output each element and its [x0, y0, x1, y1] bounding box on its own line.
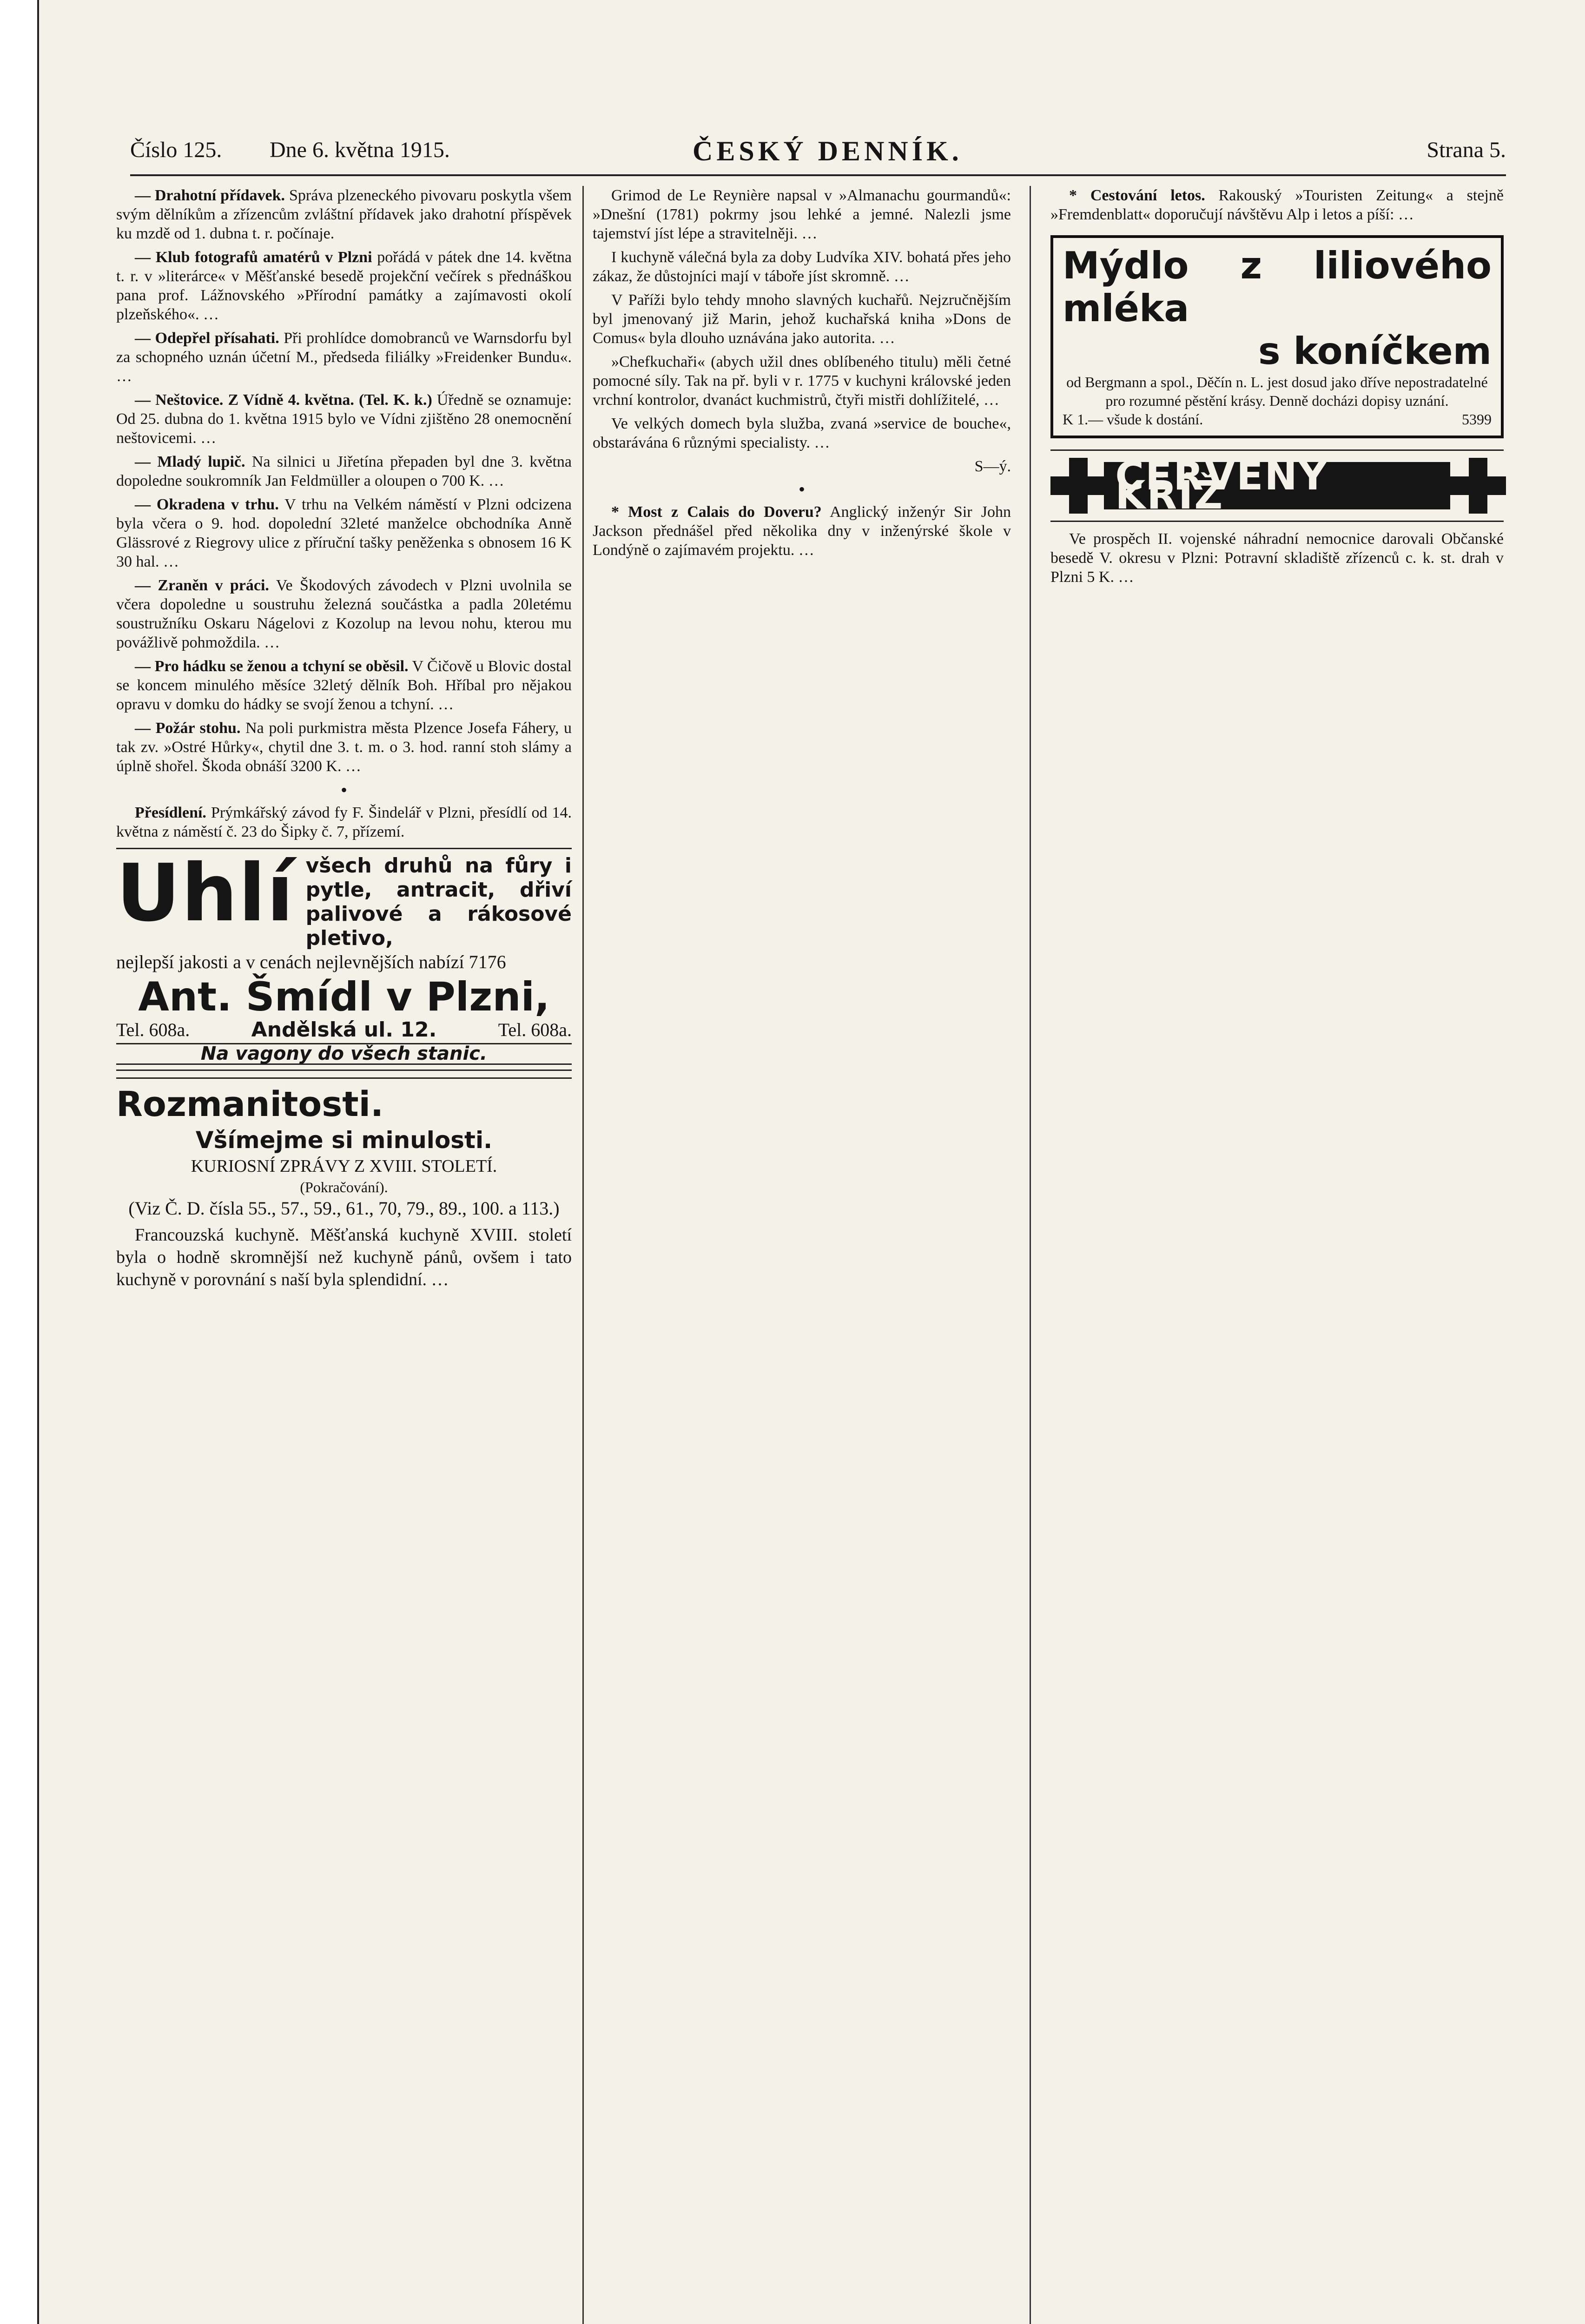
ad-price: K 1.— všude k dostání.	[1063, 411, 1203, 428]
newspaper-title: ČESKÝ DENNÍK.	[693, 136, 963, 166]
continuation-note: (Pokračování).	[300, 1179, 388, 1195]
ad-company: Ant. Šmídl v Plzni,	[138, 974, 550, 1020]
item-text: V Čičově u Blovic dostal se koncem minulého měsíce 32letý dělník Boh. Hříbal pro nějakou opravu v domku do hádky se svojí ženou a tchyní. …	[116, 658, 572, 713]
ad-address: Andělská ul. 12.	[251, 1018, 437, 1042]
soap-advertisement	[1050, 235, 1504, 438]
ad-number: 7176	[469, 951, 506, 972]
article-paragraph: V Paříži bylo tehdy mnoho slavných kuchařů. Nejzručnějším byl jmenovaný již Marin, jehož kuchařská kniha »Dons de Comus« byla dlouho uznávána jako autorita. …	[593, 291, 1011, 347]
item-lead: — Pro hádku se ženou a tchyní se oběsil.	[135, 658, 409, 675]
reference-note: (Viz Č. D. čísla 55., 57., 59., 61., 70, 79., 89., 100. a 113.)	[128, 1198, 560, 1219]
issue-number: Číslo 125.	[130, 138, 222, 162]
item-text: Při prohlídce domobranců ve Warnsdorfu byl za schopného uznán účetní M., předseda filiálky »Freidenker Bundu«. …	[116, 330, 572, 385]
column-2	[593, 186, 1011, 564]
ad-body: od Bergmann a spol., Děčín n. L. jest dosud jako dříve nepostradatelné pro rozumné pěstění krásy. Denně docházi dopisy uznání.	[1066, 374, 1488, 409]
news-item	[116, 329, 572, 386]
separator-dot: •	[340, 779, 347, 800]
red-cross-banner	[1050, 449, 1504, 522]
ad-offer: nejlepší jakosti a v cenách nejlevnějších nabízí 7176	[116, 951, 506, 972]
ad-tel-right: Tel. 608a.	[498, 1019, 572, 1040]
news-item	[116, 576, 572, 652]
column-3	[1050, 186, 1504, 591]
page-header	[130, 132, 1506, 176]
news-item	[116, 803, 572, 841]
item-lead: — Okradena v trhu.	[135, 496, 279, 513]
page-edge	[0, 0, 39, 2324]
ad-number: 5399	[1462, 411, 1492, 428]
ad-subline: všech druhů na fůry i pytle, antracit, dřiví palivové a rákosové pletivo,	[305, 854, 572, 950]
item-lead: — Klub fotografů amatérů v Plzni	[135, 249, 372, 266]
item-text: Úředně se oznamuje: Od 25. dubna do 1. května 1915 bylo ve Vídni zjištěno 28 onemocnění neštovicemi. …	[116, 391, 572, 447]
cross-icon	[1050, 458, 1104, 514]
donation-list: Ve prospěch II. vojenské náhradní nemocnice darovali Občanské besedě V. okresu v Plzni: Potravní skladiště zřízenců c. k. st. drah v Plzni 5 K. …	[1050, 530, 1504, 586]
item-text: Správa plzeneckého pivovaru poskytla všem svým dělníkům a zřízencům zvláštní přídavek jako drahotní příspěvek ku mzdě od 1. dubna t. r. počínaje.	[116, 187, 572, 242]
item-text: Na silnici u Jiřetína přepaden byl dne 3. května dopoledne soukromník Jan Feldmüller a oloupen o 700 K. …	[116, 453, 572, 489]
issue-date: Dne 6. května 1915.	[270, 138, 450, 162]
item-lead: * Cestování letos.	[1069, 187, 1205, 204]
item-lead: Přesídlení.	[135, 804, 206, 821]
news-item	[116, 657, 572, 714]
article-paragraph: Ve velkých domech byla služba, zvaná »service de bouche«, obstarávána 6 různými specialisty. …	[593, 415, 1011, 451]
author-signature: S—ý.	[974, 458, 1011, 475]
item-text: pořádá v pátek dne 14. května t. r. v »literárce« v Měšťanské besedě projekční večírek s přednáškou pana prof. Lážnovského »Přírodní památky a zajímavosti okolí plzeňského«. …	[116, 249, 572, 323]
item-text: V trhu na Velkém náměstí v Plzni odcizena byla včera o 9. hod. dopolední 32leté manželce obchodníka Anně Glässrové z Riegrovy ulice z příruční tašky peněženka s obnosem 16 K 30 hal. …	[116, 496, 572, 570]
separator-dot: •	[798, 479, 805, 500]
section-subtitle: Všímejme si minulosti.	[195, 1127, 493, 1154]
item-lead: — Mladý lupič.	[135, 453, 245, 470]
news-item	[116, 719, 572, 776]
item-text: Prýmkářský závod fy F. Šindelář v Plzni, přesídlí od 14. května z náměstí č. 23 do Šipky č. 7, přízemí.	[116, 804, 572, 840]
item-text: Na poli purkmistra města Plzence Josefa Fáhery, u tak zv. »Ostré Hůrky«, chytil dne 3. t. m. o 3. hod. ranní stoh slámy a úplně shořel. Škoda obnáší 3200 K. …	[116, 720, 572, 775]
news-item	[116, 248, 572, 324]
news-item	[1050, 186, 1504, 224]
item-text: Ve Škodových závodech v Plzni uvolnila se včera dopoledne u soustruhu železná součástka a padla 20letému soustružníku Oskaru Nágelovi z Kozolup na levou nohu, kterou mu povážlivě pohmoždila. …	[116, 577, 572, 651]
column-rule	[582, 186, 584, 2324]
news-item	[116, 186, 572, 243]
banner-title: ČERVENÝ KŘÍŽ	[1104, 462, 1450, 509]
news-item	[116, 390, 572, 448]
section-title: Rozmanitosti.	[116, 1077, 572, 1125]
column-rule	[1030, 186, 1031, 2324]
news-item	[593, 502, 1011, 560]
item-lead: — Neštovice. Z Vídně 4. května. (Tel. K. k.)	[135, 391, 432, 409]
article-paragraph: Grimod de Le Reynière napsal v »Almanachu gourmandů«: »Dnešní (1781) pokrmy jsou lehké a jemné. Nalezli jsme tajemství jíst lépe a stravitelněji. …	[593, 187, 1011, 242]
coal-advertisement	[116, 848, 572, 1071]
news-item	[116, 452, 572, 490]
article-text: Francouzská kuchyně. Měšťanská kuchyně XVIII. století byla o hodně skromnější než kuchyně pánů, ovšem i tato kuchyně v porovnání s naší byla splendidní. …	[116, 1225, 572, 1289]
article-paragraph: »Chefkuchaři« (abych užil dnes oblíbeného titulu) měli četné pomocné síly. Tak na př. byli v r. 1775 v kuchyni královské jeden vrchní kontrolor, dvanáct kuchmistrů, čtyři mistři dohlížitelé, …	[593, 353, 1011, 409]
page-number: Strana 5.	[1426, 138, 1506, 162]
item-lead: — Drahotní přídavek.	[135, 187, 285, 204]
news-item	[116, 495, 572, 571]
column-1	[116, 186, 572, 1291]
item-text: Rakouský »Touristen Zeitung« a stejně »Fremdenblatt« doporučují návštěvu Alp i letos a píší: …	[1050, 187, 1504, 223]
item-lead: — Požár stohu.	[135, 720, 241, 737]
item-lead: — Zraněn v práci.	[135, 577, 269, 594]
ad-subline: s koníčkem	[1258, 330, 1492, 373]
item-lead: — Odepřel přísahati.	[135, 330, 279, 347]
ad-headline: Mýdlo z liliového mléka	[1063, 244, 1492, 330]
cross-icon	[1450, 458, 1504, 514]
ad-headline: Uhlí	[116, 847, 295, 939]
ad-contact	[116, 1018, 572, 1042]
article-paragraph: I kuchyně válečná byla za doby Ludvíka XIV. bohatá přes jeho zákaz, že důstojníci mají v táboře jíst skromně. …	[593, 249, 1011, 285]
section-heading: KURIOSNÍ ZPRÁVY Z XVIII. STOLETÍ.	[191, 1156, 497, 1176]
ad-tel-left: Tel. 608a.	[116, 1019, 190, 1040]
item-text: Anglický inženýr Sir John Jackson přednášel před několika dny v inženýrské škole v Londýně o zajímavém projektu. …	[593, 503, 1011, 559]
ad-footer: Na vagony do všech stanic.	[116, 1043, 572, 1065]
item-lead: * Most z Calais do Doveru?	[611, 503, 822, 521]
ad-footer	[1063, 410, 1492, 429]
